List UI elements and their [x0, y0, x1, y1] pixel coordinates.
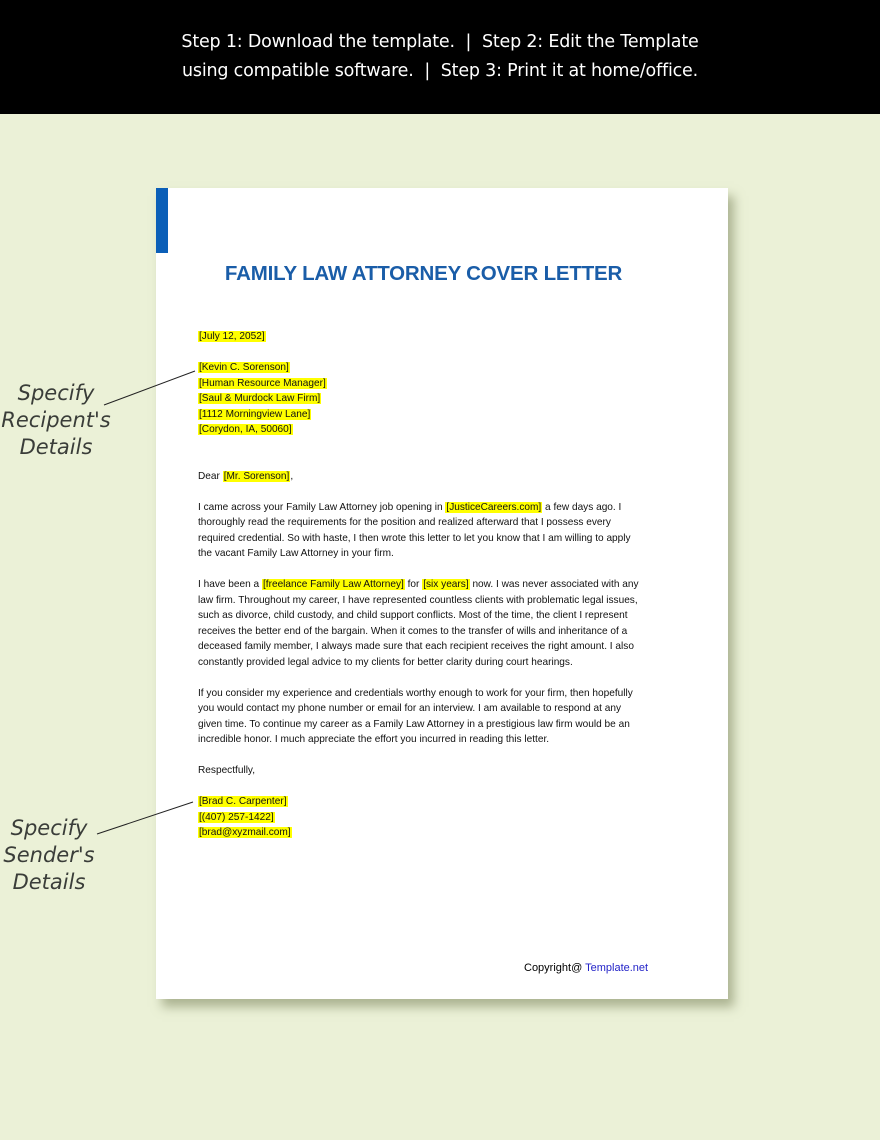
salutation	[198, 469, 658, 485]
text: thoroughly read the requirements for the position and realized afterward that I possess every	[198, 517, 611, 528]
job-source-field[interactable]: [JusticeCareers.com]	[446, 501, 542, 513]
text: the vacant Family Law Attorney in your firm.	[198, 548, 394, 559]
callout-line: Details	[19, 435, 93, 459]
banner-line-2: using compatible software. | Step 3: Print it at home/office.	[182, 61, 698, 81]
text: I have been a	[198, 579, 262, 590]
salutation-suffix: ,	[290, 470, 294, 482]
accent-bar	[156, 188, 168, 253]
text: If you consider my experience and credentials worthy enough to work for your firm, then hopefully	[198, 687, 633, 699]
recipient-callout	[0, 380, 112, 461]
callout-line: Sender's	[3, 843, 95, 867]
position-field[interactable]: [freelance Family Law Attorney]	[262, 579, 404, 590]
date-field[interactable]: [July 12, 2052]	[199, 331, 265, 342]
paragraph-1	[198, 500, 658, 562]
template-net-link[interactable]: Template.net	[585, 962, 649, 974]
salutation-name-field[interactable]: [Mr. Sorenson]	[223, 470, 290, 482]
letter-title: FAMILY LAW ATTORNEY COVER LETTER	[224, 262, 623, 285]
text: you would contact my phone number or email for an interview. I am available to respond at any	[198, 703, 622, 714]
text: for	[404, 579, 423, 590]
text: deceased family member, I always made sure that each recipient receives the right amount. I also	[198, 641, 634, 652]
sender-phone-field[interactable]: [(407) 257-1422]	[199, 811, 274, 823]
salutation-prefix: Dear	[198, 470, 223, 482]
recipient-name-field[interactable]: [Kevin C. Sorenson]	[199, 362, 289, 373]
sender-email-field[interactable]: [brad@xyzmail.com]	[199, 827, 291, 838]
text: receives the better end of the bargain. When it comes to the transfer of wills and inheritance of a	[198, 625, 628, 637]
sender-callout	[0, 815, 98, 896]
banner-line-1: Step 1: Download the template. | Step 2: Edit the Template	[181, 32, 699, 52]
callout-line: Specify	[17, 381, 95, 405]
recipient-company-field[interactable]: [Saul & Murdock Law Firm]	[199, 393, 321, 404]
copyright-notice	[524, 962, 648, 974]
callout-line: Specify	[10, 816, 88, 840]
text: required credential. So with haste, I then wrote this letter to let you know that I am willing to apply	[198, 532, 631, 544]
closing: Respectfully,	[198, 765, 256, 776]
copyright-label: Copyright@	[524, 962, 586, 974]
recipient-street-field[interactable]: [1112 Morningview Lane]	[199, 408, 311, 420]
text: such as divorce, child custody, and child support conflicts. Most of the time, the client I represent	[198, 610, 628, 621]
paragraph-3	[198, 686, 658, 748]
text: law firm. Throughout my career, I have represented countless clients with problematic legal issues,	[198, 594, 638, 606]
recipient-city-field[interactable]: [Corydon, IA, 50060]	[199, 424, 292, 435]
sender-name-field[interactable]: [Brad C. Carpenter]	[199, 796, 287, 807]
callout-line: Details	[12, 870, 86, 894]
text: I came across your Family Law Attorney job opening in	[198, 501, 446, 513]
text: incredible honor. I much appreciate the effort you incurred in reading this letter.	[198, 734, 550, 745]
callout-line: Recipent's	[1, 408, 111, 432]
text: constantly provided legal advice to my clients for better clarity during court hearings.	[198, 656, 573, 668]
letter-body	[198, 329, 658, 841]
experience-years-field[interactable]: [six years]	[423, 579, 469, 590]
paragraph-2	[198, 577, 658, 670]
text: a few days ago. I	[542, 501, 622, 513]
instructions-banner	[0, 0, 880, 114]
text: given time. To continue my career as a Family Law Attorney in a prestigious law firm would be an	[198, 718, 630, 730]
letter-page	[156, 188, 728, 999]
recipient-title-field[interactable]: [Human Resource Manager]	[199, 377, 326, 389]
text: now. I was never associated with any	[469, 579, 639, 590]
